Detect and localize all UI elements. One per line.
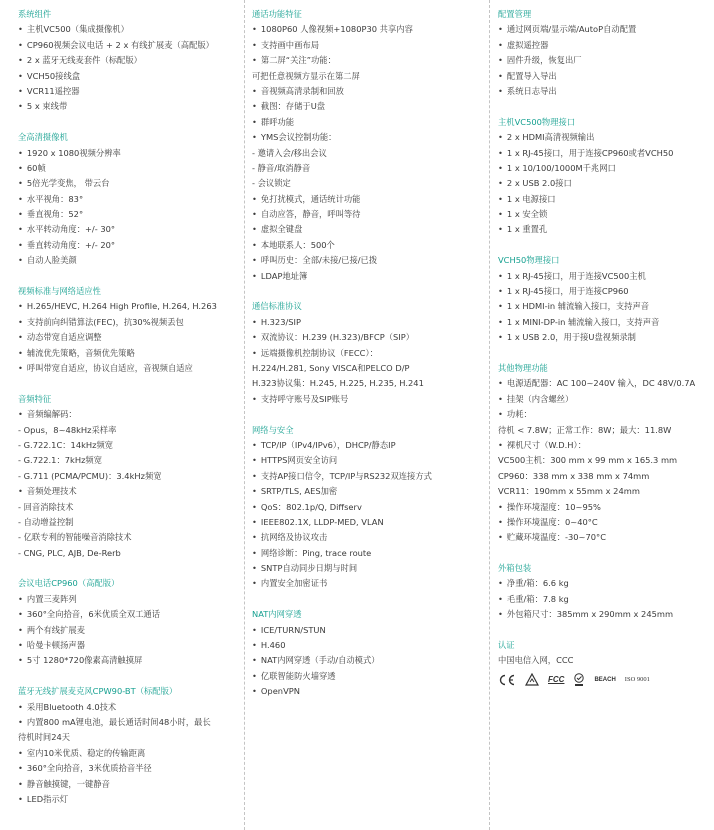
spec-item: • 两个有线扩展麦 xyxy=(18,623,240,638)
spec-item-continuation: - 静音/取消静音 xyxy=(252,162,311,173)
spec-item: • 操作环境温度：0~40°C xyxy=(498,515,710,530)
spec-section xyxy=(252,607,484,699)
spec-item: • 1 x RJ-45接口，用于连接VC500主机 xyxy=(498,269,710,284)
section-title: 其他物理功能 xyxy=(498,362,548,373)
spec-item: • 垂直转动角度：+/- 20° xyxy=(18,238,240,253)
spec-item: • 静音触摸键，一键静音 xyxy=(18,777,240,792)
spec-item: • 亿联智能防火墙穿透 xyxy=(252,669,484,684)
section-title: 通信标准协议 xyxy=(252,301,302,312)
section-title: 蓝牙无线扩展麦克风CPW90-BT（标配版） xyxy=(18,686,178,697)
section-title: 网络与安全 xyxy=(252,424,294,435)
spec-item: • TCP/IP（IPv4/IPv6），DHCP/静态IP xyxy=(252,438,484,453)
spec-section xyxy=(252,7,484,284)
spec-item: • 配置导入导出 xyxy=(498,69,710,84)
spec-item: • 360°全向拾音，6米优质全双工通话 xyxy=(18,607,240,622)
spec-item-continuation: CP960：338 mm x 338 mm x 74mm xyxy=(498,470,650,481)
spec-item: • 呼叫带宽自适应，协议自适应，音视频自适应 xyxy=(18,361,240,376)
spec-item: • 垂直视角：52° xyxy=(18,207,240,222)
spec-item: • 1 x HDMI-in 辅流输入接口，支持声音 xyxy=(498,299,710,314)
section-gap xyxy=(18,115,240,130)
spec-item: • 哈曼卡顿扬声器 xyxy=(18,638,240,653)
ce-mark-icon xyxy=(498,674,516,686)
fcc-mark-icon: FCC xyxy=(548,675,565,685)
spec-item: • CP960视频会议电话 + 2 x 有线扩展麦（高配版） xyxy=(18,38,240,53)
spec-item: • 内置800 mA锂电池，最长通话时间48小时，最长 xyxy=(18,715,240,730)
spec-item: • 音频处理技术 xyxy=(18,484,240,499)
spec-item: • 1920 x 1080视频分辨率 xyxy=(18,146,240,161)
spec-section xyxy=(498,7,710,99)
spec-item: • 净重/箱：6.6 kg xyxy=(498,576,710,591)
spec-item: • 360°全向拾音，3米优质拾音半径 xyxy=(18,761,240,776)
certification-logos xyxy=(498,671,710,689)
spec-item: • 虚拟遥控器 xyxy=(498,38,710,53)
spec-section xyxy=(252,423,484,592)
spec-item: • QoS：802.1p/Q, Diffserv xyxy=(252,500,484,515)
spec-item-continuation: - Opus，8~48kHz采样率 xyxy=(18,424,117,435)
spec-item-continuation: H.224/H.281, Sony VISCA和PELCO D/P xyxy=(252,362,410,373)
spec-item: • H.323/SIP xyxy=(252,315,484,330)
spec-section xyxy=(498,253,710,345)
spec-item: • 水平视角：83° xyxy=(18,192,240,207)
spec-section xyxy=(498,638,710,669)
spec-item: • 自动人脸美颜 xyxy=(18,253,240,268)
spec-item: • 辅流优先策略，音频优先策略 xyxy=(18,346,240,361)
spec-item: • 1 x RJ-45接口，用于连接CP960或者VCH50 xyxy=(498,146,710,161)
spec-item: • 1 x 安全锁 xyxy=(498,207,710,222)
spec-item: • 裸机尺寸（W.D.H）： xyxy=(498,438,710,453)
spec-item: • 主机VC500（集成摄像机） xyxy=(18,22,240,37)
spec-item: • 外包箱尺寸：385mm x 290mm x 245mm xyxy=(498,607,710,622)
section-gap xyxy=(252,592,484,607)
section-gap xyxy=(18,269,240,284)
spec-item: • 2 x 蓝牙无线麦套件（标配版） xyxy=(18,53,240,68)
section-gap xyxy=(252,407,484,422)
spec-item-continuation: - G.722.1：7kHz频宽 xyxy=(18,455,103,466)
spec-item: • 电源适配器：AC 100~240V 输入，DC 48V/0.7A xyxy=(498,376,710,391)
spec-item-continuation: 可把任意视频方显示在第二屏 xyxy=(252,70,360,81)
spec-column-3 xyxy=(498,7,710,689)
spec-item: • 系统日志导出 xyxy=(498,84,710,99)
spec-item: • 固件升级，恢复出厂 xyxy=(498,53,710,68)
spec-item: • IEEE802.1X, LLDP-MED, VLAN xyxy=(252,515,484,530)
spec-item: • 双流协议：H.239 (H.323)/BFCP（SIP） xyxy=(252,330,484,345)
spec-item-continuation: - CNG, PLC, AJB, De-Rerb xyxy=(18,547,121,558)
spec-item: • VCH50接线盒 xyxy=(18,69,240,84)
spec-section xyxy=(18,392,240,561)
spec-item: • 2 x USB 2.0接口 xyxy=(498,176,710,191)
section-gap xyxy=(498,238,710,253)
spec-item: • 动态带宽自适应调整 xyxy=(18,330,240,345)
spec-item: • HTTPS网页安全访问 xyxy=(252,453,484,468)
spec-item: • OpenVPN xyxy=(252,684,484,699)
spec-item-continuation: 待机 < 7.8W；正常工作：8W；最大：11.8W xyxy=(498,424,672,435)
column-divider xyxy=(244,0,245,830)
section-gap xyxy=(18,376,240,391)
spec-item: • SRTP/TLS, AES加密 xyxy=(252,484,484,499)
rcm-mark-icon xyxy=(525,673,539,687)
spec-item: • 室内10米优质、稳定的传输距离 xyxy=(18,746,240,761)
beach-mark: BEACH xyxy=(594,677,616,684)
spec-item: • 5寸 1280*720像素高清触摸屏 xyxy=(18,653,240,668)
spec-column-1 xyxy=(18,7,240,807)
spec-item: • 内置安全加密证书 xyxy=(252,576,484,591)
spec-item: • 网络诊断：Ping, trace route xyxy=(252,546,484,561)
spec-item-continuation: - 回音消除技术 xyxy=(18,501,74,512)
spec-item: • 群呼功能 xyxy=(252,115,484,130)
spec-item: • 第二屏“关注”功能： xyxy=(252,53,484,68)
spec-item-continuation: - 会议锁定 xyxy=(252,178,291,189)
spec-item: • 支持呼守账号及SIP账号 xyxy=(252,392,484,407)
spec-section xyxy=(498,361,710,546)
spec-item: • LED指示灯 xyxy=(18,792,240,807)
section-gap xyxy=(252,284,484,299)
spec-item: • 音频编解码： xyxy=(18,407,240,422)
spec-item: • NAT内网穿透（手动/自动模式） xyxy=(252,653,484,668)
spec-item: • 挂架（内含螺丝） xyxy=(498,392,710,407)
spec-item: • 呼叫历史：全部/未接/已接/已拨 xyxy=(252,253,484,268)
spec-item: • 截图：存储于U盘 xyxy=(252,99,484,114)
spec-item: • 功耗： xyxy=(498,407,710,422)
column-divider xyxy=(489,0,490,830)
spec-item-continuation: VC500主机：300 mm x 99 mm x 165.3 mm xyxy=(498,455,678,466)
section-title: 系统组件 xyxy=(18,9,52,19)
spec-item: • 自动应答，静音，呼叫等待 xyxy=(252,207,484,222)
section-title: 主机VC500物理接口 xyxy=(498,116,576,127)
spec-item: • 音视频高清录制和回放 xyxy=(252,84,484,99)
section-title: 外箱包装 xyxy=(498,563,532,574)
section-title: 会议电话CP960（高配版） xyxy=(18,578,120,589)
spec-item: • LDAP地址簿 xyxy=(252,269,484,284)
spec-item: • VCR11遥控器 xyxy=(18,84,240,99)
spec-item: • 2 x HDMI高清视频输出 xyxy=(498,130,710,145)
spec-item-continuation: - 自动增益控制 xyxy=(18,516,74,527)
spec-section xyxy=(18,284,240,376)
section-title: 视频标准与网络适应性 xyxy=(18,286,101,297)
spec-section xyxy=(18,576,240,668)
spec-item: • 1080P60 人像视频+1080P30 共享内容 xyxy=(252,22,484,37)
spec-item: • 虚拟全键盘 xyxy=(252,222,484,237)
spec-section xyxy=(18,7,240,115)
spec-column-2 xyxy=(252,7,484,700)
spec-item: • 1 x 电源接口 xyxy=(498,192,710,207)
section-gap xyxy=(498,99,710,114)
section-gap xyxy=(498,623,710,638)
spec-item: • 远端摄像机控制协议（FECC）： xyxy=(252,346,484,361)
spec-item: • 支持AP接口信令，TCP/IP与RS232双连接方式 xyxy=(252,469,484,484)
spec-item: • 水平转动角度：+/- 30° xyxy=(18,222,240,237)
spec-item: • YMS会议控制功能： xyxy=(252,130,484,145)
spec-item: • H.265/HEVC, H.264 High Profile, H.264, H.263 xyxy=(18,299,240,314)
spec-item: • 抗网络及协议攻击 xyxy=(252,530,484,545)
spec-item: • 1 x MINI-DP-in 辅流输入接口，支持声音 xyxy=(498,315,710,330)
spec-item: • 5倍光学变焦， 带云台 xyxy=(18,176,240,191)
section-gap xyxy=(498,346,710,361)
section-gap xyxy=(18,561,240,576)
spec-item: • 1 x 重置孔 xyxy=(498,222,710,237)
spec-item-continuation: - G.722.1C：14kHz频宽 xyxy=(18,439,114,450)
spec-item: • 操作环境湿度：10~95% xyxy=(498,500,710,515)
spec-item: • 5 x 束线带 xyxy=(18,99,240,114)
spec-section xyxy=(252,299,484,407)
spec-item-continuation: 中国电信入网，CCC xyxy=(498,655,574,666)
spec-item-continuation: VCR11：190mm x 55mm x 24mm xyxy=(498,486,640,497)
spec-section xyxy=(18,684,240,807)
section-title: 通话功能特征 xyxy=(252,9,302,19)
section-title: 认证 xyxy=(498,640,515,651)
spec-item: • ICE/TURN/STUN xyxy=(252,623,484,638)
section-gap xyxy=(498,546,710,561)
section-title: 配置管理 xyxy=(498,9,532,19)
section-gap xyxy=(18,669,240,684)
spec-item: • 1 x 10/100/1000M千兆网口 xyxy=(498,161,710,176)
spec-item: • 60帧 xyxy=(18,161,240,176)
spec-item-continuation: 待机时间24天 xyxy=(18,732,71,743)
spec-item: • H.460 xyxy=(252,638,484,653)
section-title: 全高清摄像机 xyxy=(18,132,68,143)
section-title: NAT内网穿透 xyxy=(252,609,302,620)
rohs-mark-icon xyxy=(573,673,585,687)
section-title: VCH50物理接口 xyxy=(498,255,560,266)
spec-item-continuation: H.323协议集：H.245, H.225, H.235, H.241 xyxy=(252,378,424,389)
spec-item: • SNTP自动同步日期与时间 xyxy=(252,561,484,576)
spec-item: • 支持画中画布局 xyxy=(252,38,484,53)
spec-item: • 支持前向纠错算法(FEC)，抗30%视频丢包 xyxy=(18,315,240,330)
spec-item: • 贮藏环境温度：-30~70°C xyxy=(498,530,710,545)
spec-item-continuation: - G.711 (PCMA/PCMU)：3.4kHz频宽 xyxy=(18,470,162,481)
spec-item: • 通过网页端/显示端/AutoP自动配置 xyxy=(498,22,710,37)
spec-section xyxy=(498,115,710,238)
spec-item-continuation: - 邀请入会/移出会议 xyxy=(252,147,327,158)
spec-section xyxy=(18,130,240,269)
spec-item: • 1 x USB 2.0，用于接U盘视频录制 xyxy=(498,330,710,345)
spec-item: • 本地联系人：500个 xyxy=(252,238,484,253)
spec-item: • 1 x RJ-45接口，用于连接CP960 xyxy=(498,284,710,299)
iso-mark: ISO 9001 xyxy=(624,676,650,684)
spec-item-continuation: - 亿联专利的智能噪音消除技术 xyxy=(18,532,132,543)
section-title: 音频特征 xyxy=(18,393,52,404)
spec-item: • 内置三麦阵列 xyxy=(18,592,240,607)
spec-item: • 毛重/箱：7.8 kg xyxy=(498,592,710,607)
spec-item: • 采用Bluetooth 4.0技术 xyxy=(18,700,240,715)
spec-item: • 免打扰模式，通话统计功能 xyxy=(252,192,484,207)
spec-section xyxy=(498,561,710,623)
